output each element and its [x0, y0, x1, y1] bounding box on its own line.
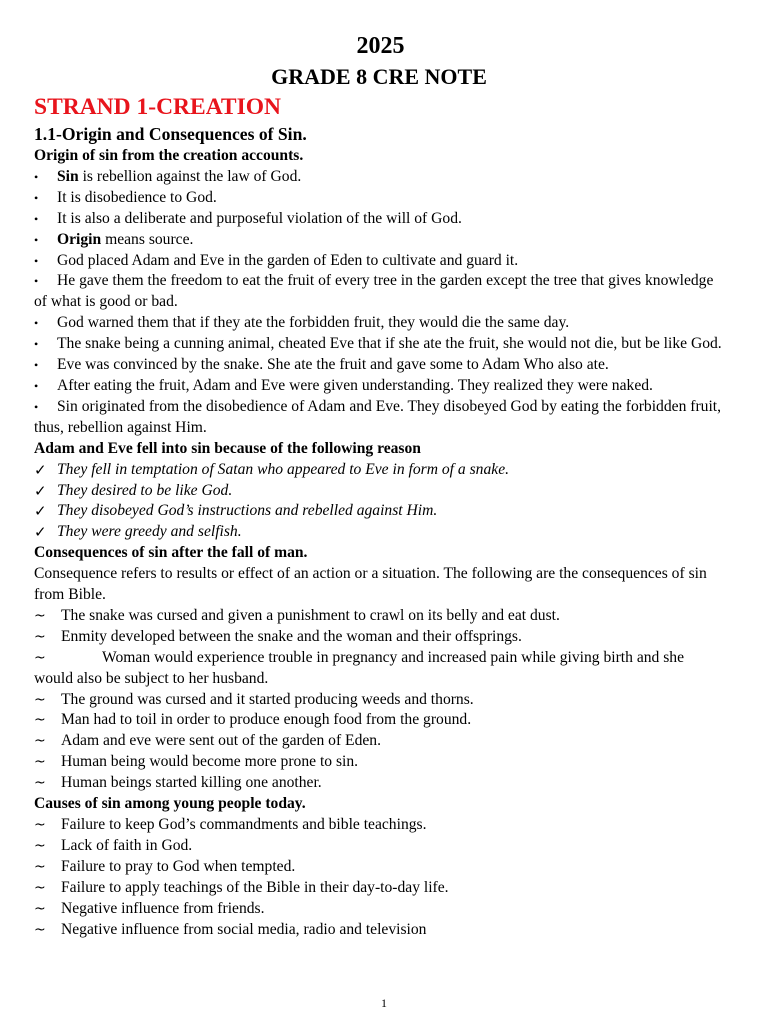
tilde-icon: ~ [34, 817, 46, 833]
consequence-item-text: Woman would experience trouble in pregnancy and increased pain while giving birth and she would also be subject to her husband. [34, 648, 685, 687]
consequence-item-text: Human beings started killing one another. [61, 774, 322, 792]
origin-bullet-item [34, 334, 724, 355]
bullet-term: Origin [57, 230, 102, 248]
origin-bullet-item [34, 167, 724, 188]
reason-text: They fell in temptation of Satan who appeared to Eve in form of a snake. [57, 460, 510, 478]
bullet-text: The snake being a cunning animal, cheated Eve that if she ate the fruit, she would not die, but be like God. [57, 335, 722, 353]
consequence-item-text: The ground was cursed and it started producing weeds and thorns. [61, 690, 474, 708]
tilde-icon: ~ [34, 628, 46, 645]
bullet-icon: • [34, 232, 39, 247]
bullet-text: He gave them the freedom to eat the fruit of every tree in the garden except the tree that gives knowledge of what is good or bad. [34, 272, 714, 311]
bullet-icon: • [34, 337, 39, 352]
tilde-icon: ~ [34, 712, 46, 729]
reason-check-item [34, 522, 724, 543]
reason-text: They disobeyed God’s instructions and rebelled against Him. [57, 502, 438, 520]
page-number: 1 [381, 996, 387, 1010]
bullet-text: is rebellion against the law of God. [78, 167, 302, 185]
origin-bullet-list [34, 167, 724, 439]
consequence-item [34, 690, 724, 711]
cause-item-text: Failure to apply teachings of the Bible in their day-to-day life. [61, 878, 449, 896]
bullet-text: Sin originated from the disobedience of Adam and Eve. They disobeyed God by eating the forbidden fruit, thus, rebellion against Him. [34, 397, 722, 436]
tilde-icon: ~ [34, 858, 46, 875]
cause-item [34, 920, 724, 941]
origin-bullet-item [34, 355, 724, 376]
section-heading-reasons: Adam and Eve fell into sin because of the following reason [34, 439, 421, 457]
consequence-item [34, 731, 724, 752]
cause-item [34, 857, 724, 878]
subtopic-heading: 1.1-Origin and Consequences of Sin. [34, 124, 307, 144]
consequence-item [34, 606, 724, 627]
bullet-icon: • [34, 169, 39, 184]
cause-item [34, 815, 724, 836]
causes-list [34, 815, 724, 940]
origin-bullet-item [34, 376, 724, 397]
checkmark-icon: ✓ [34, 460, 47, 479]
tilde-icon: ~ [34, 607, 46, 624]
cause-item-text: Failure to keep God’s commandments and bible teachings. [61, 816, 427, 833]
cause-item-text: Negative influence from social media, radio and television [61, 920, 427, 938]
origin-bullet-item [34, 230, 724, 251]
document-page [34, 30, 724, 940]
bullet-icon: • [34, 378, 39, 393]
cause-item-text: Failure to pray to God when tempted. [61, 857, 296, 875]
consequence-item [34, 648, 724, 690]
origin-bullet-item [34, 188, 724, 209]
consequence-item-text: Human being would become more prone to sin. [61, 753, 359, 771]
consequence-item-text: Enmity developed between the snake and the woman and their offsprings. [61, 627, 522, 645]
bullet-text: It is disobedience to God. [57, 188, 217, 206]
reason-check-item [34, 481, 724, 502]
consequence-item [34, 627, 724, 648]
bullet-icon: • [34, 211, 39, 226]
origin-bullet-item [34, 397, 724, 439]
bullet-term: Sin [57, 167, 79, 185]
tilde-icon: ~ [34, 837, 46, 854]
tilde-icon: ~ [34, 649, 46, 666]
consequences-intro: Consequence refers to results or effect of an action or a situation. The following are the consequences of sin from Bible. [34, 565, 707, 604]
tilde-icon: ~ [34, 921, 46, 938]
cause-item [34, 836, 724, 857]
tilde-icon: ~ [34, 879, 46, 896]
reason-check-item [34, 501, 724, 522]
tilde-icon: ~ [34, 691, 46, 708]
consequence-item-text: Man had to toil in order to produce enough food from the ground. [61, 711, 472, 729]
origin-bullet-item [34, 209, 724, 230]
reason-text: They were greedy and selfish. [57, 523, 242, 541]
cause-item [34, 878, 724, 899]
cause-item-text: Negative influence from friends. [61, 899, 265, 917]
strand-heading: STRAND 1-CREATION [34, 94, 281, 120]
consequences-list [34, 606, 724, 794]
section-heading-consequences: Consequences of sin after the fall of man. [34, 544, 308, 562]
reason-check-item [34, 460, 724, 481]
reasons-check-list [34, 460, 724, 544]
origin-bullet-item [34, 271, 724, 313]
checkmark-icon: ✓ [34, 502, 47, 521]
consequence-item-text: The snake was cursed and given a punishment to crawl on its belly and eat dust. [61, 606, 560, 624]
bullet-icon: • [34, 190, 39, 205]
bullet-icon: • [34, 358, 39, 373]
section-heading-origin: Origin of sin from the creation accounts. [34, 147, 304, 164]
tilde-icon: ~ [34, 775, 46, 792]
consequence-item [34, 710, 724, 731]
consequence-item [34, 752, 724, 773]
bullet-text: After eating the fruit, Adam and Eve were given understanding. They realized they were naked. [57, 376, 653, 394]
origin-bullet-item [34, 313, 724, 334]
bullet-icon: • [34, 316, 39, 331]
origin-bullet-item [34, 251, 724, 272]
tilde-icon: ~ [34, 900, 46, 917]
bullet-icon: • [34, 274, 39, 289]
bullet-icon: • [34, 253, 39, 268]
bullet-text: God placed Adam and Eve in the garden of Eden to cultivate and guard it. [57, 251, 519, 269]
bullet-text: Eve was convinced by the snake. She ate the fruit and gave some to Adam Who also ate. [57, 356, 609, 374]
checkmark-icon: ✓ [34, 523, 47, 542]
bullet-text: God warned them that if they ate the forbidden fruit, they would die the same day. [57, 314, 570, 332]
cause-item [34, 899, 724, 920]
checkmark-icon: ✓ [34, 481, 47, 500]
consequence-item [34, 773, 724, 794]
document-title: GRADE 8 CRE NOTE [271, 64, 487, 89]
bullet-text: It is also a deliberate and purposeful violation of the will of God. [57, 209, 462, 227]
bullet-icon: • [34, 399, 39, 414]
document-year: 2025 [356, 33, 405, 59]
reason-text: They desired to be like God. [57, 481, 233, 499]
consequence-item-text: Adam and eve were sent out of the garden of Eden. [61, 732, 381, 750]
bullet-text: means source. [101, 230, 194, 248]
section-heading-causes: Causes of sin among young people today. [34, 795, 306, 813]
tilde-icon: ~ [34, 754, 46, 771]
cause-item-text: Lack of faith in God. [61, 836, 193, 854]
tilde-icon: ~ [34, 733, 46, 750]
